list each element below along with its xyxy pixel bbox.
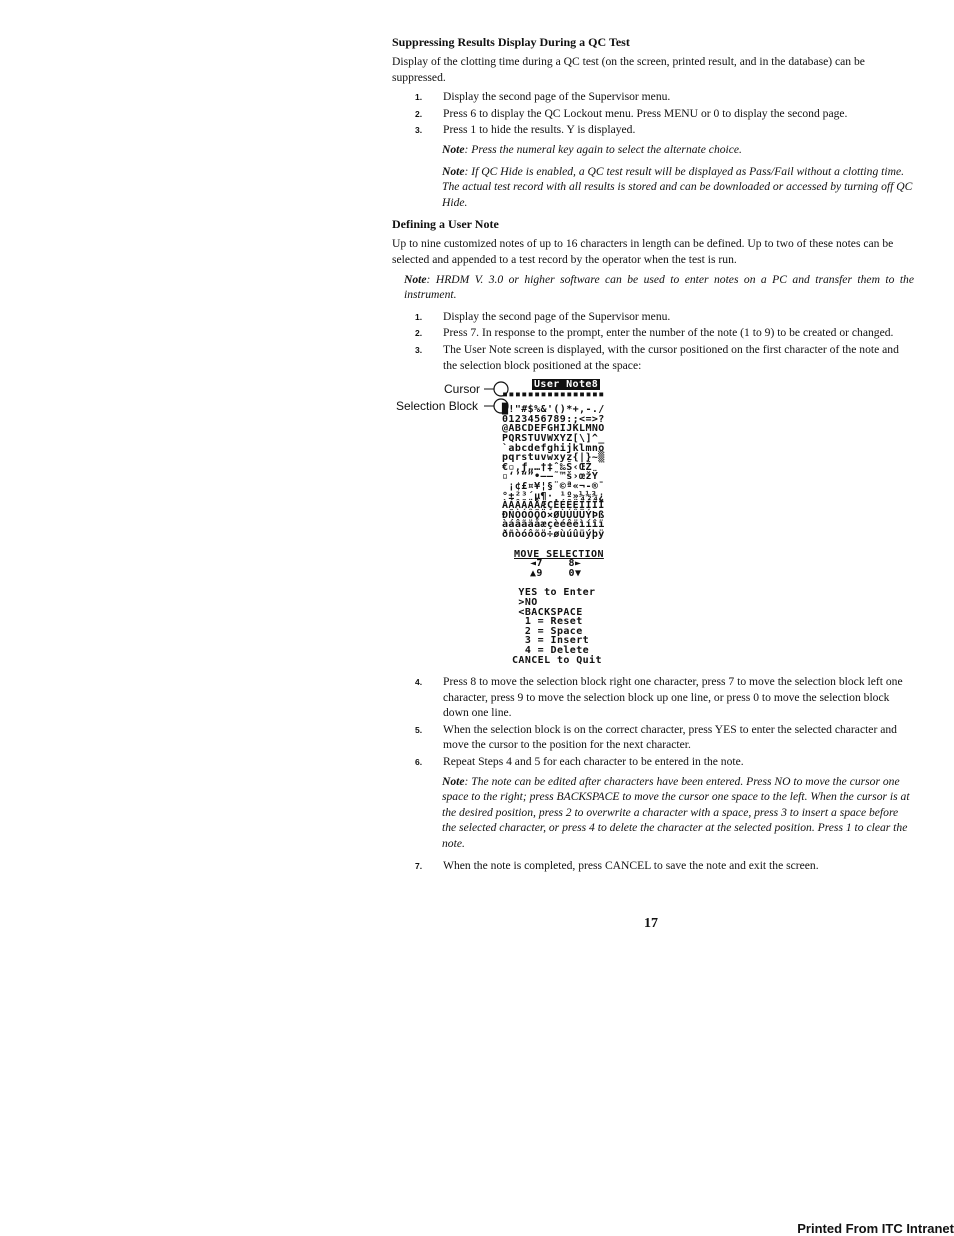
step-text: Press 7. In response to the prompt, enter the number of the note (1 to 9) to be created or changed. <box>443 326 894 340</box>
list-item <box>392 858 914 874</box>
charset-row: █!"#$%&'()*+,-./ <box>502 404 605 416</box>
note-qc-alternate <box>442 142 914 158</box>
paragraph-user-note-intro: Up to nine customized notes of up to 16 characters in length can be defined. Up to two of these notes can be selected and appended to a test record by the operator when the test is run. <box>392 237 894 266</box>
move-row-up-down: ▲9 0▼ <box>530 567 582 579</box>
option-row: CANCEL to Quit <box>512 654 602 666</box>
charset-row: àáâãäåæçèéêëìíîï <box>502 519 605 531</box>
charset-row: pqrstuvwxyz{|}~▒ <box>502 452 605 464</box>
option-row: 3 = Insert <box>512 635 590 647</box>
step-number: 5. <box>415 724 423 735</box>
list-item <box>392 342 914 373</box>
footer-text: Printed From ITC Intranet <box>797 1221 954 1236</box>
step-text: When the selection block is on the correct character, press YES to enter the selected character and move the cursor to the position for the next character. <box>443 722 897 752</box>
section-heading-qc: Suppressing Results Display During a QC Test <box>392 35 630 49</box>
steps-user-note-b <box>392 674 914 770</box>
step-number: 3. <box>415 344 423 355</box>
option-row: 4 = Delete <box>512 644 590 656</box>
charset-row: ÐÑÒÓÔÕÖ×ØÙÚÛÜÝÞß <box>502 509 605 521</box>
option-row: >NO <box>512 596 538 608</box>
steps-qc <box>392 89 914 138</box>
steps-user-note-a <box>392 309 914 373</box>
note-text: : If QC Hide is enabled, a QC test result will be displayed as Pass/Fail without a clotting time. The actual test record with all results is stored and can be downloaded or accessed by turning off QC Hide. <box>442 164 913 209</box>
note-text: : The note can be edited after characters have been entered. Press NO to move the cursor one space to the right; press BACKSPACE to move the cursor one space to the left. When the cursor is at the desired position, press 2 to overwrite a character with a space, press 3 to insert a space before the selected character, or press 4 to delete the character at the selected position. Press 1 to clear the note. <box>442 774 910 851</box>
step-number: 4. <box>415 677 423 688</box>
step-number: 2. <box>415 328 423 339</box>
paragraph-qc-intro: Display of the clotting time during a QC test (on the screen, printed result, and in the database) can be suppressed. <box>392 55 865 84</box>
character-set-grid <box>502 405 654 539</box>
charset-row: `abcdefghijklmno <box>502 442 605 454</box>
note-label: Note <box>442 142 465 156</box>
section-heading-user-note: Defining a User Note <box>392 217 499 232</box>
charset-row: ¡¢£¤¥¦§¨©ª«¬-®¯ <box>502 481 605 493</box>
step-text: Press 6 to display the QC Lockout menu. Press MENU or 0 to display the second page. <box>443 106 848 120</box>
step-text: Display the second page of the Supervisor menu. <box>443 309 671 323</box>
note-hrdm <box>404 272 914 303</box>
note-label: Note <box>442 774 465 788</box>
list-item <box>392 674 914 721</box>
note-text: : HRDM V. 3.0 or higher software can be used to enter notes on a PC and transfer them to the instrument. <box>404 272 914 302</box>
note-label: Note <box>404 272 427 286</box>
callout-selection-block: Selection Block <box>396 399 479 414</box>
list-item <box>392 325 914 341</box>
note-text: : Press the numeral key again to select the alternate choice. <box>464 142 742 156</box>
list-item <box>392 722 914 753</box>
step-text: Press 8 to move the selection block right one character, press 7 to move the selection block left one character, press 9 to move the selection block up one line, or press 0 to move the selection block down one line. <box>443 675 903 720</box>
step-text: Display the second page of the Supervisor menu. <box>443 90 671 104</box>
step-number: 1. <box>415 311 423 322</box>
document-body <box>392 32 914 876</box>
step-number: 6. <box>415 757 423 768</box>
note-qc-hide <box>442 164 914 211</box>
charset-row: €▫‚ƒ„…†‡ˆ‰Š‹ŒŽ <box>502 461 592 473</box>
steps-user-note-c <box>392 858 914 874</box>
move-selection-title: MOVE SELECTION <box>514 548 604 560</box>
charset-row: @ABCDEFGHIJKLMNO <box>502 423 605 435</box>
charset-row: ÀÁÂÃÄÅÆÇÈÉÊËÌÍÎÏ <box>502 500 605 512</box>
charset-row: °±²³´µ¶·¸¹º»¼½¾¿ <box>502 490 605 502</box>
step-number: 7. <box>415 860 423 871</box>
charset-row: ▫‘’“”•–—˜™š›œžŸ <box>502 471 599 483</box>
charset-row: 0123456789:;<=>? <box>502 413 605 425</box>
list-item <box>392 106 914 122</box>
cursor-row: ▪▪▪▪▪▪▪▪▪▪▪▪▪▪▪▪ <box>502 388 605 400</box>
user-note-screen-figure <box>392 380 914 668</box>
step-text: When the note is completed, press CANCEL to save the note and exit the screen. <box>443 858 819 872</box>
step-text: The User Note screen is displayed, with the cursor positioned on the first character of the note and the selection block positioned at the space: <box>443 342 899 372</box>
list-item <box>392 754 914 770</box>
list-item <box>392 89 914 105</box>
option-row: 2 = Space <box>512 625 583 637</box>
note-label: Note <box>442 164 465 178</box>
step-text: Press 1 to hide the results. Y is displayed. <box>443 123 636 137</box>
option-row: 1 = Reset <box>512 616 583 628</box>
step-number: 2. <box>415 108 423 119</box>
list-item <box>392 122 914 138</box>
step-number: 1. <box>415 92 423 103</box>
screen-title: User Note8 <box>534 379 599 391</box>
charset-row: ðñòóôõö÷øùúûüýþÿ <box>502 529 605 540</box>
move-row-left-right: ◄7 8► <box>530 558 582 570</box>
step-number: 3. <box>415 125 423 136</box>
options-list <box>502 588 654 665</box>
note-editing <box>442 774 914 852</box>
callout-cursor: Cursor <box>444 382 481 397</box>
option-row: YES to Enter <box>512 587 596 599</box>
step-text: Repeat Steps 4 and 5 for each character to be entered in the note. <box>443 755 744 769</box>
lcd-screen <box>502 380 654 665</box>
option-row: <BACKSPACE <box>512 606 583 618</box>
list-item <box>392 309 914 325</box>
page-number: 17 <box>644 916 658 931</box>
charset-row: PQRSTUVWXYZ[\]^_ <box>502 433 605 445</box>
